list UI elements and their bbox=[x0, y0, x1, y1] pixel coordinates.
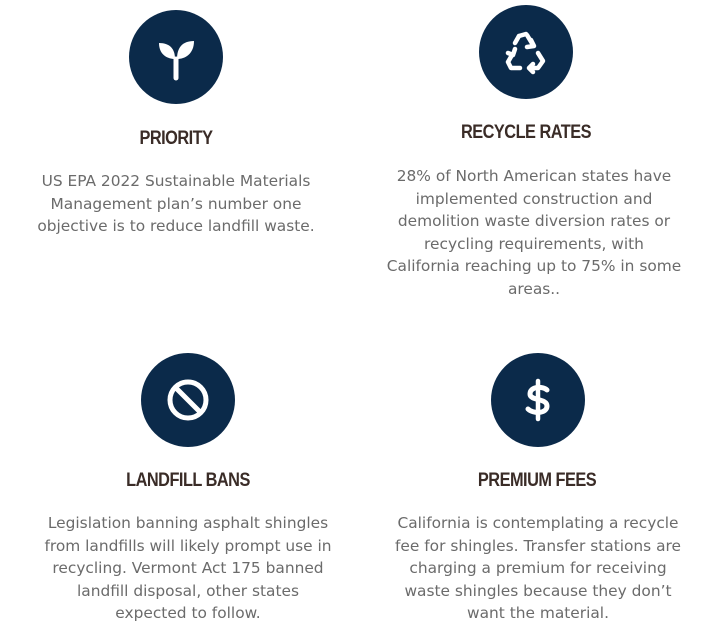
dollar-icon bbox=[491, 353, 585, 447]
description-line: Legislation banning asphalt shingles bbox=[47, 514, 329, 532]
description-line: areas.. bbox=[507, 279, 561, 298]
description-line: charging a premium for receiving bbox=[409, 559, 667, 578]
recycle-icon bbox=[479, 5, 573, 99]
description-line: US EPA 2022 Sustainable Materials bbox=[41, 172, 311, 190]
sprout-icon bbox=[129, 10, 223, 104]
description-line: waste shingles because they don’t bbox=[404, 581, 672, 600]
description-line: expected to follow. bbox=[115, 604, 261, 623]
description-line: fee for shingles. Transfer stations are bbox=[395, 536, 681, 555]
ban-icon bbox=[141, 353, 235, 447]
feature-title: LANDFILL BANS bbox=[126, 470, 250, 491]
description-line: from landfills will likely prompt use in bbox=[44, 536, 332, 555]
feature-title: PRIORITY bbox=[139, 128, 213, 149]
feature-description bbox=[12, 512, 364, 625]
description-line: California reaching up to 75% in some bbox=[386, 257, 682, 276]
description-line: California is contemplating a recycle bbox=[397, 514, 679, 532]
description-line: implemented construction and bbox=[415, 189, 653, 208]
description-line: recycling requirements, with bbox=[424, 234, 644, 253]
feature-title: RECYCLE RATES bbox=[460, 122, 592, 143]
description-line: 28% of North American states have bbox=[396, 167, 672, 185]
feature-description bbox=[0, 170, 352, 238]
description-line: landfill disposal, other states bbox=[76, 581, 300, 600]
description-line: want the material. bbox=[467, 604, 609, 623]
feature-description bbox=[362, 512, 714, 625]
description-line: objective is to reduce landfill waste. bbox=[37, 217, 315, 236]
description-line: demolition waste diversion rates or bbox=[397, 212, 671, 231]
feature-description bbox=[358, 165, 710, 301]
description-line: recycling. Vermont Act 175 banned bbox=[52, 559, 324, 578]
description-line: Management plan’s number one bbox=[50, 194, 302, 213]
feature-title: PREMIUM FEES bbox=[477, 470, 597, 491]
